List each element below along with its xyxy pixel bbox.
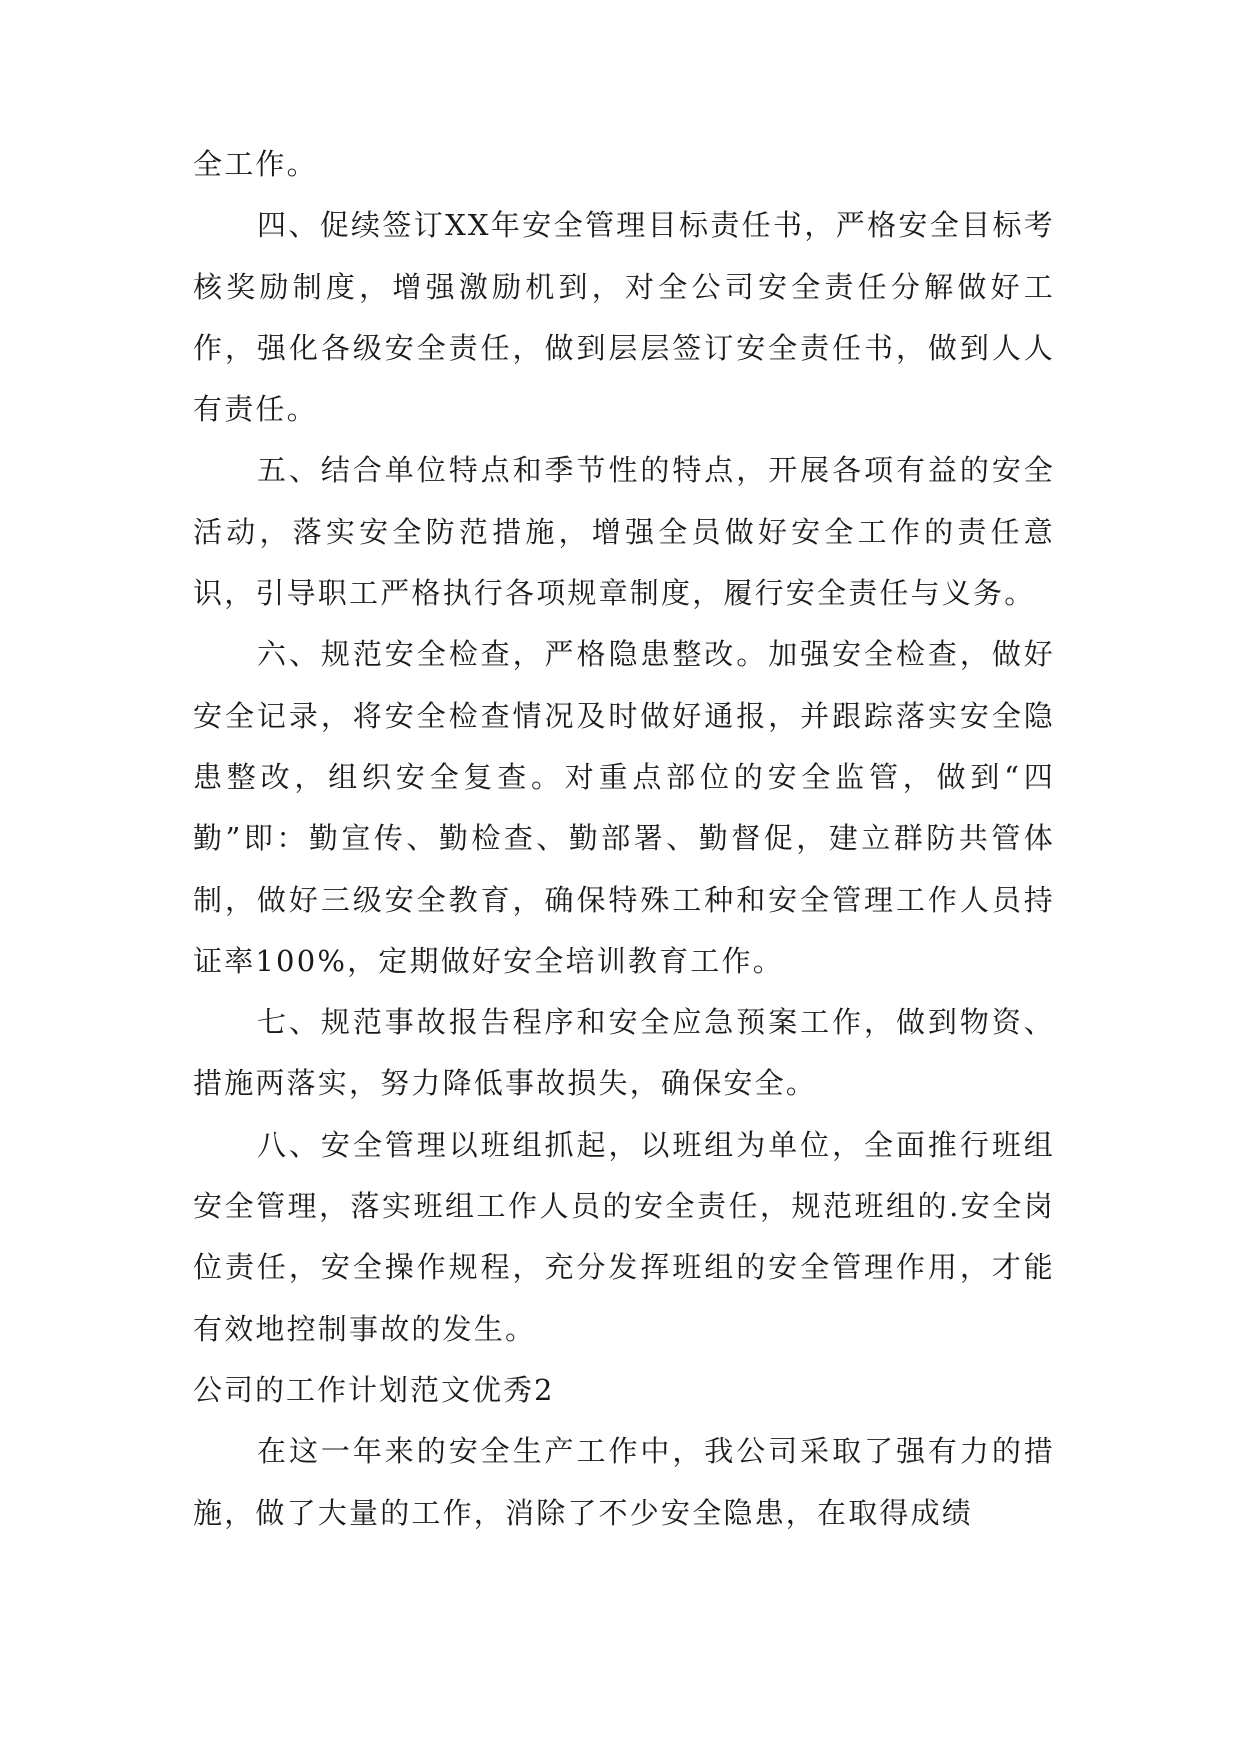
final-paragraph: 在这一年来的安全生产工作中，我公司采取了强有力的措施，做了大量的工作，消除了不少安全隐患，在取得成绩 xyxy=(193,1434,1055,1530)
document-body xyxy=(193,134,1055,1544)
paragraph-item-4: 四、促续签订XX年安全管理目标责任书，严格安全目标考核奖励制度，增强激励机到，对全公司安全责任分解做好工作，强化各级安全责任，做到层层签订安全责任书，做到人人有责任。 xyxy=(193,208,1055,427)
paragraph-item-5: 五、结合单位特点和季节性的特点，开展各项有益的安全活动，落实安全防范措施，增强全员做好安全工作的责任意识，引导职工严格执行各项规章制度，履行安全责任与义务。 xyxy=(193,453,1055,611)
lead-fragment: 全工作。 xyxy=(193,147,318,181)
paragraph-item-6: 六、规范安全检查，严格隐患整改。加强安全检查，做好安全记录，将安全检查情况及时做好通报，并跟踪落实安全隐患整改，组织安全复查。对重点部位的安全监管，做到“四勤”即：勤宣传、勤检查、勤部署、勤督促，建立群防共管体制，做好三级安全教育，确保特殊工种和安全管理工作人员持证率100%，定期做好安全培训教育工作。 xyxy=(193,637,1055,978)
paragraph-item-8: 八、安全管理以班组抓起，以班组为单位，全面推行班组安全管理，落实班组工作人员的安全责任，规范班组的.安全岗位责任，安全操作规程，充分发挥班组的安全管理作用，才能有效地控制事故的发生。 xyxy=(193,1127,1055,1346)
section-heading: 公司的工作计划范文优秀2 xyxy=(193,1372,555,1407)
paragraph-item-7: 七、规范事故报告程序和安全应急预案工作，做到物资、措施两落实，努力降低事故损失，确保安全。 xyxy=(193,1005,1055,1101)
